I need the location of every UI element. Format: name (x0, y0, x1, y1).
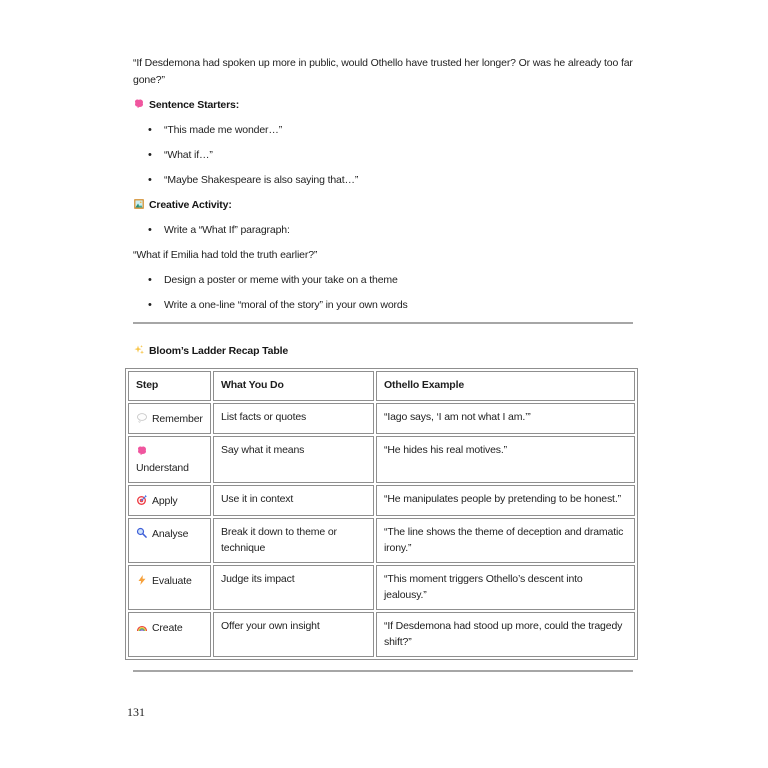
example-cell: “If Desdemona had stood up more, could the tragedy shift?” (376, 612, 635, 657)
step-cell-create (128, 612, 211, 657)
document-content (133, 55, 633, 672)
rainbow-icon (136, 621, 148, 633)
what-cell: Judge its impact (213, 565, 374, 610)
target-icon (136, 494, 148, 506)
table-row (128, 403, 635, 434)
sparkles-icon (133, 344, 145, 356)
example-cell: “He manipulates people by pretending to be honest.” (376, 485, 635, 516)
list-item (148, 122, 633, 139)
list-item (148, 172, 633, 189)
example-cell: “The line shows the theme of deception and dramatic irony.” (376, 518, 635, 563)
intro-quote: “If Desdemona had spoken up more in public, would Othello have trusted her longer? Or was he already too far gone?” (133, 57, 633, 86)
example-cell: “He hides his real motives.” (376, 436, 635, 483)
step-label: Understand (136, 462, 189, 474)
what-cell: Say what it means (213, 436, 374, 483)
step-cell-analyse (128, 518, 211, 563)
step-cell-remember (128, 403, 211, 434)
step-label: Analyse (152, 528, 189, 540)
section-divider-top (133, 322, 633, 324)
sentence-starter-3: “Maybe Shakespeare is also saying that…” (164, 174, 359, 186)
step-label: Create (152, 622, 183, 634)
column-header-what-you-do: What You Do (213, 371, 374, 401)
framed-picture-icon (133, 198, 145, 210)
list-item (148, 222, 633, 239)
sentence-starters-heading (133, 97, 633, 114)
column-header-step: Step (128, 371, 211, 401)
page-number: 131 (127, 705, 145, 719)
thought-balloon-icon (136, 412, 148, 424)
creative-bullet-moral: Write a one-line “moral of the story” in your own words (164, 299, 408, 311)
sentence-starter-1: “This made me wonder…” (164, 124, 283, 136)
what-cell: Offer your own insight (213, 612, 374, 657)
table-row (128, 612, 635, 657)
what-if-quote: “What if Emilia had told the truth earlier?” (133, 249, 318, 261)
creative-bullet-poster: Design a poster or meme with your take on a theme (164, 274, 398, 286)
step-cell-apply (128, 485, 211, 516)
table-header-row (128, 371, 635, 401)
what-cell: Use it in context (213, 485, 374, 516)
step-cell-understand (128, 436, 211, 483)
what-cell: Break it down to theme or technique (213, 518, 374, 563)
recap-table-title: Bloom’s Ladder Recap Table (149, 345, 289, 357)
magnifier-icon (136, 527, 148, 539)
table-row (128, 485, 635, 516)
lightning-icon (136, 574, 148, 586)
example-cell: “Iago says, ‘I am not what I am.’” (376, 403, 635, 434)
blooms-ladder-table (125, 368, 638, 660)
table-row (128, 565, 635, 610)
example-cell: “This moment triggers Othello’s descent into jealousy.” (376, 565, 635, 610)
creative-activity-list-2 (133, 272, 633, 314)
table-row (128, 436, 635, 483)
section-divider-bottom (133, 670, 633, 672)
creative-activity-title: Creative Activity: (149, 199, 232, 211)
creative-activity-list-1 (133, 222, 633, 239)
list-item (148, 147, 633, 164)
table-row (128, 518, 635, 563)
recap-table-heading (133, 343, 633, 360)
sentence-starters-title: Sentence Starters: (149, 99, 240, 111)
brain-icon (136, 445, 148, 457)
creative-bullet-write: Write a “What If” paragraph: (164, 224, 290, 236)
step-label: Remember (152, 413, 203, 425)
creative-activity-heading (133, 197, 633, 214)
list-item (148, 272, 633, 289)
step-cell-evaluate (128, 565, 211, 610)
list-item (148, 297, 633, 314)
step-label: Apply (152, 495, 178, 507)
column-header-othello-example: Othello Example (376, 371, 635, 401)
brain-icon (133, 98, 145, 110)
sentence-starter-2: “What if…” (164, 149, 213, 161)
what-cell: List facts or quotes (213, 403, 374, 434)
sentence-starters-list (133, 122, 633, 189)
step-label: Evaluate (152, 575, 192, 587)
